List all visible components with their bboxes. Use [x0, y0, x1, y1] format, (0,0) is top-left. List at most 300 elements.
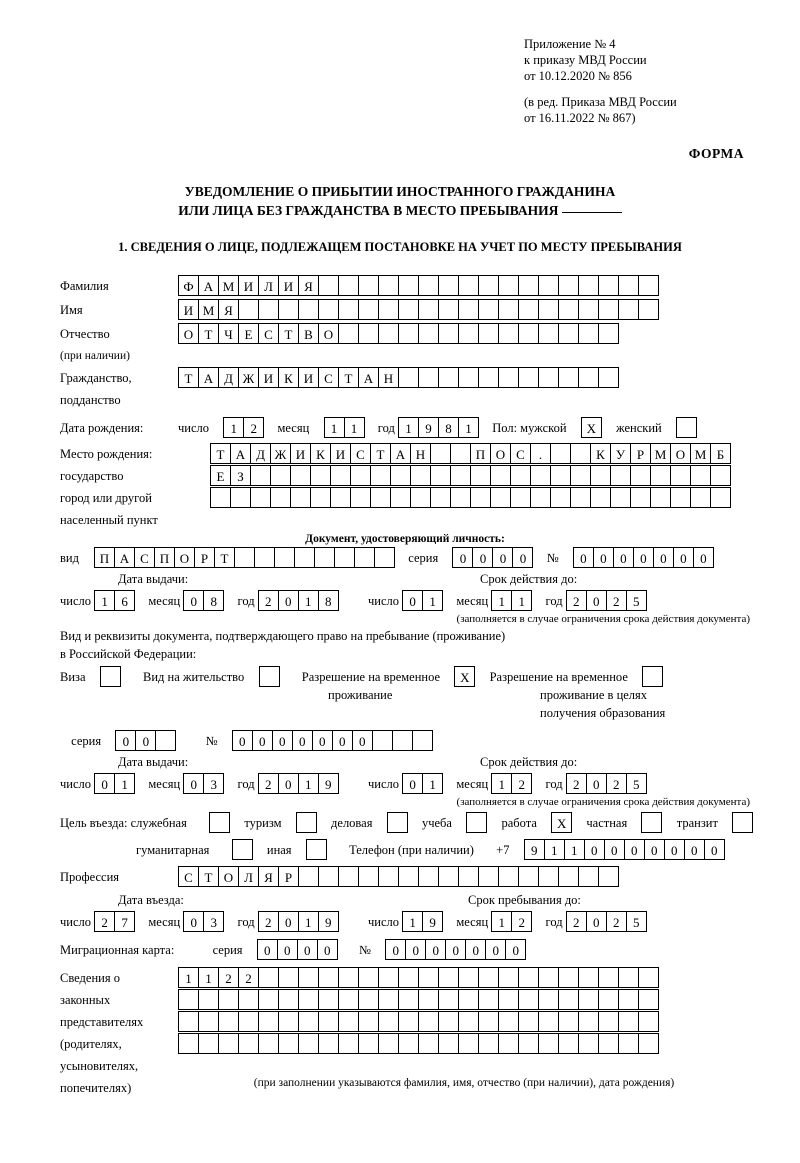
char-cell[interactable]: А: [198, 275, 219, 296]
char-cell[interactable]: [438, 1033, 459, 1054]
char-cell[interactable]: 0: [278, 911, 299, 932]
char-cell[interactable]: [618, 989, 639, 1010]
char-cell[interactable]: [234, 547, 255, 568]
char-cell[interactable]: С: [258, 323, 279, 344]
char-cell[interactable]: 0: [586, 590, 607, 611]
char-cell[interactable]: [418, 299, 439, 320]
char-cell[interactable]: [458, 323, 479, 344]
char-cell[interactable]: [278, 299, 299, 320]
char-cell[interactable]: Р: [194, 547, 215, 568]
char-cell[interactable]: [198, 1033, 219, 1054]
char-cell[interactable]: [358, 989, 379, 1010]
purpose-tourism-checkbox[interactable]: [296, 812, 317, 833]
char-cell[interactable]: [578, 967, 599, 988]
char-cell[interactable]: [610, 465, 631, 486]
char-cell[interactable]: [258, 1011, 279, 1032]
char-cell[interactable]: [618, 299, 639, 320]
char-cell[interactable]: [398, 1033, 419, 1054]
char-cell[interactable]: 0: [586, 773, 607, 794]
char-cell[interactable]: [458, 367, 479, 388]
char-cell[interactable]: [258, 299, 279, 320]
char-cell[interactable]: 0: [183, 590, 204, 611]
char-cell[interactable]: И: [258, 367, 279, 388]
char-cell[interactable]: 2: [258, 773, 279, 794]
char-cell[interactable]: 0: [352, 730, 373, 751]
char-cell[interactable]: [638, 989, 659, 1010]
char-cell[interactable]: [418, 275, 439, 296]
entry-year-cells[interactable]: [258, 911, 338, 932]
char-cell[interactable]: М: [650, 443, 671, 464]
char-cell[interactable]: [418, 989, 439, 1010]
char-cell[interactable]: [550, 487, 571, 508]
char-cell[interactable]: [478, 323, 499, 344]
char-cell[interactable]: 2: [94, 911, 115, 932]
char-cell[interactable]: [538, 1033, 559, 1054]
char-cell[interactable]: [418, 967, 439, 988]
char-cell[interactable]: 0: [297, 939, 318, 960]
char-cell[interactable]: 0: [425, 939, 446, 960]
char-cell[interactable]: [530, 465, 551, 486]
char-cell[interactable]: Я: [298, 275, 319, 296]
char-cell[interactable]: [458, 299, 479, 320]
char-cell[interactable]: [430, 487, 451, 508]
char-cell[interactable]: [298, 1033, 319, 1054]
char-cell[interactable]: [210, 487, 231, 508]
char-cell[interactable]: 0: [693, 547, 714, 568]
char-cell[interactable]: [218, 1011, 239, 1032]
char-cell[interactable]: 8: [438, 417, 459, 438]
char-cell[interactable]: [598, 967, 619, 988]
char-cell[interactable]: 0: [278, 590, 299, 611]
char-cell[interactable]: К: [590, 443, 611, 464]
char-cell[interactable]: [278, 989, 299, 1010]
char-cell[interactable]: [650, 487, 671, 508]
char-cell[interactable]: [598, 275, 619, 296]
char-cell[interactable]: [218, 989, 239, 1010]
char-cell[interactable]: [518, 367, 539, 388]
char-cell[interactable]: [178, 989, 199, 1010]
char-cell[interactable]: 1: [198, 967, 219, 988]
char-cell[interactable]: [490, 465, 511, 486]
identity-valid-year-cells[interactable]: [566, 590, 646, 611]
char-cell[interactable]: 1: [491, 911, 512, 932]
char-cell[interactable]: 1: [114, 773, 135, 794]
char-cell[interactable]: Ж: [238, 367, 259, 388]
char-cell[interactable]: [358, 967, 379, 988]
char-cell[interactable]: С: [134, 547, 155, 568]
char-cell[interactable]: 0: [644, 839, 665, 860]
char-cell[interactable]: [410, 465, 431, 486]
char-cell[interactable]: [370, 465, 391, 486]
char-cell[interactable]: [438, 323, 459, 344]
birthdate-year-cells[interactable]: [398, 417, 478, 438]
char-cell[interactable]: А: [390, 443, 411, 464]
char-cell[interactable]: 0: [573, 547, 594, 568]
patronymic-cells[interactable]: [178, 323, 618, 344]
char-cell[interactable]: [538, 275, 559, 296]
char-cell[interactable]: 1: [223, 417, 244, 438]
char-cell[interactable]: [578, 989, 599, 1010]
char-cell[interactable]: 0: [472, 547, 493, 568]
char-cell[interactable]: [598, 323, 619, 344]
char-cell[interactable]: [318, 989, 339, 1010]
char-cell[interactable]: [250, 465, 271, 486]
char-cell[interactable]: [498, 866, 519, 887]
char-cell[interactable]: 0: [664, 839, 685, 860]
char-cell[interactable]: [330, 487, 351, 508]
char-cell[interactable]: [418, 367, 439, 388]
char-cell[interactable]: [538, 323, 559, 344]
char-cell[interactable]: [398, 1011, 419, 1032]
char-cell[interactable]: [458, 866, 479, 887]
char-cell[interactable]: [238, 989, 259, 1010]
char-cell[interactable]: [178, 1033, 199, 1054]
identity-issue-year-cells[interactable]: [258, 590, 338, 611]
char-cell[interactable]: [398, 275, 419, 296]
char-cell[interactable]: [310, 465, 331, 486]
purpose-study-checkbox[interactable]: [466, 812, 487, 833]
char-cell[interactable]: [498, 967, 519, 988]
char-cell[interactable]: 0: [385, 939, 406, 960]
char-cell[interactable]: 2: [606, 911, 627, 932]
char-cell[interactable]: 1: [178, 967, 199, 988]
stayuntil-month-cells[interactable]: [491, 911, 531, 932]
char-cell[interactable]: Б: [710, 443, 731, 464]
char-cell[interactable]: [155, 730, 176, 751]
char-cell[interactable]: 9: [422, 911, 443, 932]
char-cell[interactable]: 0: [704, 839, 725, 860]
char-cell[interactable]: [558, 1011, 579, 1032]
char-cell[interactable]: [598, 299, 619, 320]
char-cell[interactable]: 0: [312, 730, 333, 751]
char-cell[interactable]: В: [298, 323, 319, 344]
char-cell[interactable]: [518, 299, 539, 320]
char-cell[interactable]: [338, 967, 359, 988]
char-cell[interactable]: Н: [410, 443, 431, 464]
char-cell[interactable]: [298, 989, 319, 1010]
char-cell[interactable]: 2: [606, 773, 627, 794]
char-cell[interactable]: [358, 1011, 379, 1032]
char-cell[interactable]: 0: [445, 939, 466, 960]
char-cell[interactable]: [350, 487, 371, 508]
char-cell[interactable]: [558, 275, 579, 296]
char-cell[interactable]: [330, 465, 351, 486]
char-cell[interactable]: [518, 1033, 539, 1054]
char-cell[interactable]: [378, 989, 399, 1010]
char-cell[interactable]: [498, 989, 519, 1010]
char-cell[interactable]: [438, 275, 459, 296]
char-cell[interactable]: [538, 367, 559, 388]
legal-reps-cells-2[interactable]: [178, 989, 658, 1010]
char-cell[interactable]: Т: [178, 367, 199, 388]
char-cell[interactable]: 0: [452, 547, 473, 568]
char-cell[interactable]: Д: [250, 443, 271, 464]
char-cell[interactable]: Т: [198, 866, 219, 887]
char-cell[interactable]: 0: [277, 939, 298, 960]
char-cell[interactable]: 0: [405, 939, 426, 960]
char-cell[interactable]: 6: [114, 590, 135, 611]
char-cell[interactable]: М: [198, 299, 219, 320]
char-cell[interactable]: М: [690, 443, 711, 464]
char-cell[interactable]: 9: [318, 773, 339, 794]
surname-cells[interactable]: [178, 275, 658, 296]
purpose-private-checkbox[interactable]: [641, 812, 662, 833]
char-cell[interactable]: 1: [298, 911, 319, 932]
purpose-transit-checkbox[interactable]: [732, 812, 753, 833]
char-cell[interactable]: 1: [298, 590, 319, 611]
char-cell[interactable]: 1: [511, 590, 532, 611]
char-cell[interactable]: [590, 487, 611, 508]
char-cell[interactable]: Я: [258, 866, 279, 887]
stay-number-cells[interactable]: [232, 730, 432, 751]
char-cell[interactable]: 0: [593, 547, 614, 568]
purpose-humanitarian-checkbox[interactable]: [232, 839, 253, 860]
char-cell[interactable]: 9: [318, 911, 339, 932]
char-cell[interactable]: [630, 465, 651, 486]
identity-number-cells[interactable]: [573, 547, 713, 568]
legal-reps-cells-3[interactable]: [178, 1011, 658, 1032]
stay-issue-year-cells[interactable]: [258, 773, 338, 794]
char-cell[interactable]: К: [278, 367, 299, 388]
char-cell[interactable]: 2: [258, 911, 279, 932]
identity-valid-month-cells[interactable]: [491, 590, 531, 611]
char-cell[interactable]: [518, 323, 539, 344]
char-cell[interactable]: О: [670, 443, 691, 464]
char-cell[interactable]: А: [230, 443, 251, 464]
char-cell[interactable]: [318, 275, 339, 296]
char-cell[interactable]: 2: [511, 911, 532, 932]
char-cell[interactable]: [450, 443, 471, 464]
char-cell[interactable]: [398, 989, 419, 1010]
char-cell[interactable]: 2: [243, 417, 264, 438]
char-cell[interactable]: [498, 323, 519, 344]
char-cell[interactable]: [518, 1011, 539, 1032]
char-cell[interactable]: 0: [633, 547, 654, 568]
char-cell[interactable]: [298, 866, 319, 887]
char-cell[interactable]: [538, 1011, 559, 1032]
char-cell[interactable]: [590, 465, 611, 486]
char-cell[interactable]: [618, 967, 639, 988]
birthdate-month-cells[interactable]: [324, 417, 364, 438]
char-cell[interactable]: 0: [272, 730, 293, 751]
char-cell[interactable]: [638, 299, 659, 320]
char-cell[interactable]: [550, 465, 571, 486]
char-cell[interactable]: [438, 967, 459, 988]
residence-permit-checkbox[interactable]: [259, 666, 280, 687]
char-cell[interactable]: [450, 487, 471, 508]
char-cell[interactable]: 8: [318, 590, 339, 611]
char-cell[interactable]: [538, 967, 559, 988]
char-cell[interactable]: [390, 465, 411, 486]
char-cell[interactable]: [290, 487, 311, 508]
birthplace-cells-line2[interactable]: [210, 465, 730, 486]
char-cell[interactable]: Т: [214, 547, 235, 568]
char-cell[interactable]: [438, 1011, 459, 1032]
char-cell[interactable]: 1: [422, 773, 443, 794]
char-cell[interactable]: [570, 465, 591, 486]
char-cell[interactable]: [710, 465, 731, 486]
char-cell[interactable]: 0: [684, 839, 705, 860]
char-cell[interactable]: [358, 299, 379, 320]
char-cell[interactable]: [598, 989, 619, 1010]
legal-reps-cells-4[interactable]: [178, 1033, 658, 1054]
char-cell[interactable]: [638, 1011, 659, 1032]
purpose-business-checkbox[interactable]: [387, 812, 408, 833]
char-cell[interactable]: [338, 866, 359, 887]
char-cell[interactable]: Ф: [178, 275, 199, 296]
char-cell[interactable]: [618, 1033, 639, 1054]
char-cell[interactable]: [470, 487, 491, 508]
identity-issue-month-cells[interactable]: [183, 590, 223, 611]
char-cell[interactable]: Е: [210, 465, 231, 486]
char-cell[interactable]: [478, 1033, 499, 1054]
char-cell[interactable]: [250, 487, 271, 508]
char-cell[interactable]: [298, 299, 319, 320]
char-cell[interactable]: 0: [485, 939, 506, 960]
char-cell[interactable]: О: [174, 547, 195, 568]
char-cell[interactable]: [390, 487, 411, 508]
char-cell[interactable]: 3: [203, 911, 224, 932]
char-cell[interactable]: 2: [511, 773, 532, 794]
char-cell[interactable]: [270, 465, 291, 486]
char-cell[interactable]: У: [610, 443, 631, 464]
char-cell[interactable]: 0: [292, 730, 313, 751]
char-cell[interactable]: [518, 989, 539, 1010]
char-cell[interactable]: [458, 1033, 479, 1054]
char-cell[interactable]: [478, 299, 499, 320]
char-cell[interactable]: [378, 299, 399, 320]
char-cell[interactable]: [670, 465, 691, 486]
char-cell[interactable]: Я: [218, 299, 239, 320]
char-cell[interactable]: [458, 967, 479, 988]
char-cell[interactable]: [230, 487, 251, 508]
char-cell[interactable]: 9: [524, 839, 545, 860]
stay-valid-day-cells[interactable]: [402, 773, 442, 794]
stayuntil-day-cells[interactable]: [402, 911, 442, 932]
stay-valid-month-cells[interactable]: [491, 773, 531, 794]
char-cell[interactable]: И: [238, 275, 259, 296]
char-cell[interactable]: П: [94, 547, 115, 568]
char-cell[interactable]: 1: [324, 417, 345, 438]
char-cell[interactable]: [558, 989, 579, 1010]
char-cell[interactable]: 2: [258, 590, 279, 611]
char-cell[interactable]: И: [178, 299, 199, 320]
char-cell[interactable]: [298, 1011, 319, 1032]
char-cell[interactable]: И: [278, 275, 299, 296]
char-cell[interactable]: [318, 1011, 339, 1032]
char-cell[interactable]: [318, 866, 339, 887]
char-cell[interactable]: [218, 1033, 239, 1054]
char-cell[interactable]: 0: [115, 730, 136, 751]
char-cell[interactable]: 0: [252, 730, 273, 751]
char-cell[interactable]: 0: [505, 939, 526, 960]
char-cell[interactable]: 3: [203, 773, 224, 794]
char-cell[interactable]: 0: [584, 839, 605, 860]
char-cell[interactable]: 1: [544, 839, 565, 860]
char-cell[interactable]: [578, 299, 599, 320]
char-cell[interactable]: П: [470, 443, 491, 464]
char-cell[interactable]: 0: [604, 839, 625, 860]
char-cell[interactable]: 0: [512, 547, 533, 568]
char-cell[interactable]: 1: [491, 773, 512, 794]
entry-month-cells[interactable]: [183, 911, 223, 932]
char-cell[interactable]: 2: [566, 911, 587, 932]
char-cell[interactable]: [318, 1033, 339, 1054]
entry-day-cells[interactable]: [94, 911, 134, 932]
char-cell[interactable]: [334, 547, 355, 568]
char-cell[interactable]: [398, 299, 419, 320]
char-cell[interactable]: [258, 967, 279, 988]
char-cell[interactable]: [598, 1011, 619, 1032]
char-cell[interactable]: Л: [238, 866, 259, 887]
char-cell[interactable]: [478, 367, 499, 388]
char-cell[interactable]: 0: [94, 773, 115, 794]
char-cell[interactable]: [418, 866, 439, 887]
char-cell[interactable]: 0: [402, 590, 423, 611]
char-cell[interactable]: [490, 487, 511, 508]
char-cell[interactable]: [238, 1033, 259, 1054]
char-cell[interactable]: Т: [210, 443, 231, 464]
char-cell[interactable]: [358, 1033, 379, 1054]
purpose-work-checkbox[interactable]: X: [551, 812, 572, 833]
char-cell[interactable]: [350, 465, 371, 486]
char-cell[interactable]: А: [114, 547, 135, 568]
char-cell[interactable]: [318, 967, 339, 988]
char-cell[interactable]: [638, 275, 659, 296]
char-cell[interactable]: Т: [370, 443, 391, 464]
char-cell[interactable]: П: [154, 547, 175, 568]
char-cell[interactable]: 0: [183, 773, 204, 794]
char-cell[interactable]: [458, 989, 479, 1010]
char-cell[interactable]: [430, 465, 451, 486]
char-cell[interactable]: [372, 730, 393, 751]
char-cell[interactable]: [558, 323, 579, 344]
char-cell[interactable]: 0: [332, 730, 353, 751]
char-cell[interactable]: 1: [398, 417, 419, 438]
char-cell[interactable]: [290, 465, 311, 486]
char-cell[interactable]: 0: [613, 547, 634, 568]
char-cell[interactable]: 7: [114, 911, 135, 932]
char-cell[interactable]: К: [310, 443, 331, 464]
char-cell[interactable]: [598, 367, 619, 388]
identity-kind-cells[interactable]: [94, 547, 394, 568]
char-cell[interactable]: [398, 967, 419, 988]
char-cell[interactable]: [638, 1033, 659, 1054]
char-cell[interactable]: .: [530, 443, 551, 464]
char-cell[interactable]: [610, 487, 631, 508]
char-cell[interactable]: [378, 323, 399, 344]
char-cell[interactable]: [278, 1011, 299, 1032]
char-cell[interactable]: С: [318, 367, 339, 388]
char-cell[interactable]: [278, 1033, 299, 1054]
char-cell[interactable]: О: [218, 866, 239, 887]
char-cell[interactable]: [498, 1033, 519, 1054]
char-cell[interactable]: [578, 323, 599, 344]
char-cell[interactable]: Р: [630, 443, 651, 464]
char-cell[interactable]: 1: [298, 773, 319, 794]
char-cell[interactable]: [438, 367, 459, 388]
char-cell[interactable]: [338, 1011, 359, 1032]
migration-number-cells[interactable]: [385, 939, 525, 960]
char-cell[interactable]: [550, 443, 571, 464]
char-cell[interactable]: [398, 323, 419, 344]
char-cell[interactable]: [510, 487, 531, 508]
sex-female-checkbox[interactable]: [676, 417, 697, 438]
char-cell[interactable]: [558, 367, 579, 388]
char-cell[interactable]: [510, 465, 531, 486]
char-cell[interactable]: [278, 967, 299, 988]
char-cell[interactable]: [538, 866, 559, 887]
